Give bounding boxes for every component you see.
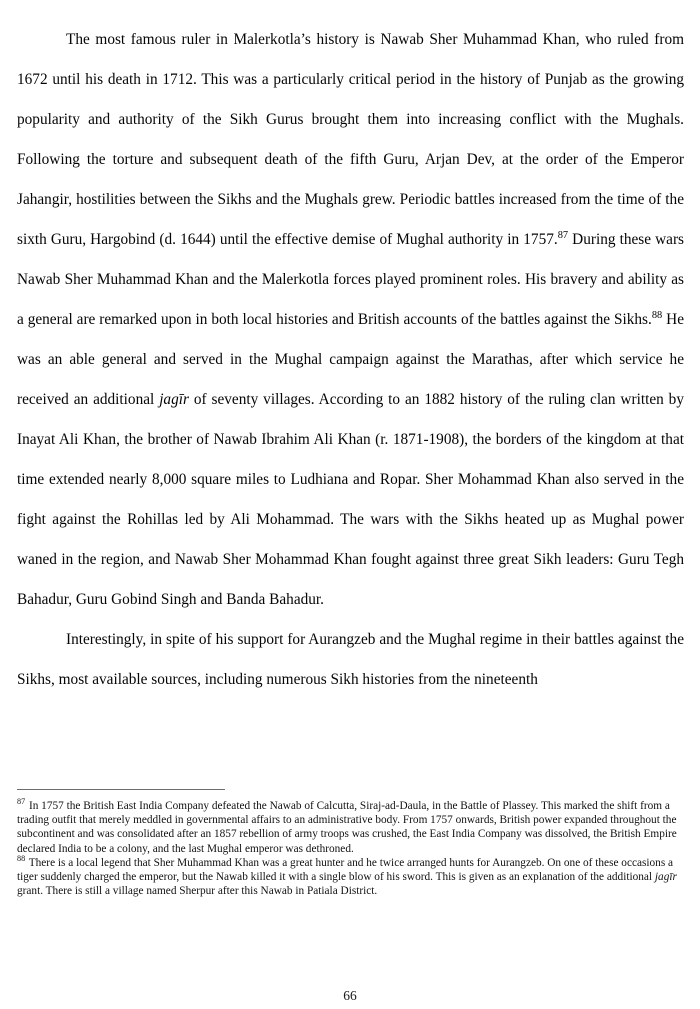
footnote-reference-87: 87 bbox=[557, 229, 569, 241]
italic-term: jagīr bbox=[654, 871, 677, 884]
footnote-reference-88: 88 bbox=[651, 309, 663, 321]
italic-term: jagīr bbox=[159, 391, 189, 408]
footnote-number-88: 88 bbox=[17, 854, 26, 864]
body-text-block bbox=[17, 20, 684, 700]
footnote-separator-rule bbox=[17, 789, 225, 790]
footnote-88: $^{88}$ There is a local legend that Sher Muhammad Khan was a great hunter and he twice arranged hunts for Aurangzeb. On one of these occasions a tiger suddenly charged the emperor, but the Nawab killed it with a single blow of his sword. This is given as an explanation of the additional jagīr grant. There is still a village named Sherpur after this Nawab in Patiala District. bbox=[17, 854, 677, 898]
paragraph-sher-muhammad-khan: The most famous ruler in Malerkotla’s history is Nawab Sher Muhammad Khan, who ruled from 1672 until his death in 1712. This was a particularly critical period in the history of Punjab as the growing popularity and authority of the Sikh Gurus brought them into increasing conflict with the Mughals. Following the torture and subsequent death of the fifth Guru, Arjan Dev, at the order of the Emperor Jahangir, hostilities between the Sikhs and the Mughals grew. Periodic battles increased from the time of the sixth Guru, Hargobind (d. 1644) until the effective demise of Mughal authority in 1757.87 During these wars Nawab Sher Muhammad Khan and the Malerkotla forces played prominent roles. His bravery and ability as a general are remarked upon in both local histories and British accounts of the battles against the Sikhs.$^{88}$ He was an able general and served in the Mughal campaign against the Marathas, after which service he received an additional jagīr of seventy villages. According to an 1882 history of the ruling clan written by Inayat Ali Khan, the brother of Nawab Ibrahim Ali Khan (r. 1871-1908), the borders of the kingdom at that time extended nearly 8,000 square miles to Ludhiana and Ropar. Sher Mohammad Khan also served in the fight against the Rohillas led by Ali Mohammad. The wars with the Sikhs heated up as Mughal power waned in the region, and Nawab Sher Mohammad Khan fought against three great Sikh leaders: Guru Tegh Bahadur, Guru Gobind Singh and Banda Bahadur. bbox=[17, 31, 685, 608]
paragraph-interestingly: Interestingly, in spite of his support for Aurangzeb and the Mughal regime in their battles against the Sikhs, most available sources, including numerous Sikh histories from the nineteenth bbox=[17, 631, 684, 688]
footnote-87: $^{87}$ In 1757 the British East India Company defeated the Nawab of Calcutta, Siraj-ad-Daula, in the Battle of Plassey. This marked the shift from a trading outfit that merely meddled in governmental affairs to an administrative body. From 1757 onwards, British power expanded throughout the subcontinent and was consolidated after an 1857 rebellion of army troops was crushed, the East India Company was dissolved, the British Empire declared India to be a colony, and the last Mughal emperor was dethroned. bbox=[17, 797, 677, 855]
footnote-area bbox=[17, 789, 687, 898]
page-number: 66 bbox=[343, 988, 357, 1003]
footnote-number-87: 87 bbox=[17, 797, 26, 807]
